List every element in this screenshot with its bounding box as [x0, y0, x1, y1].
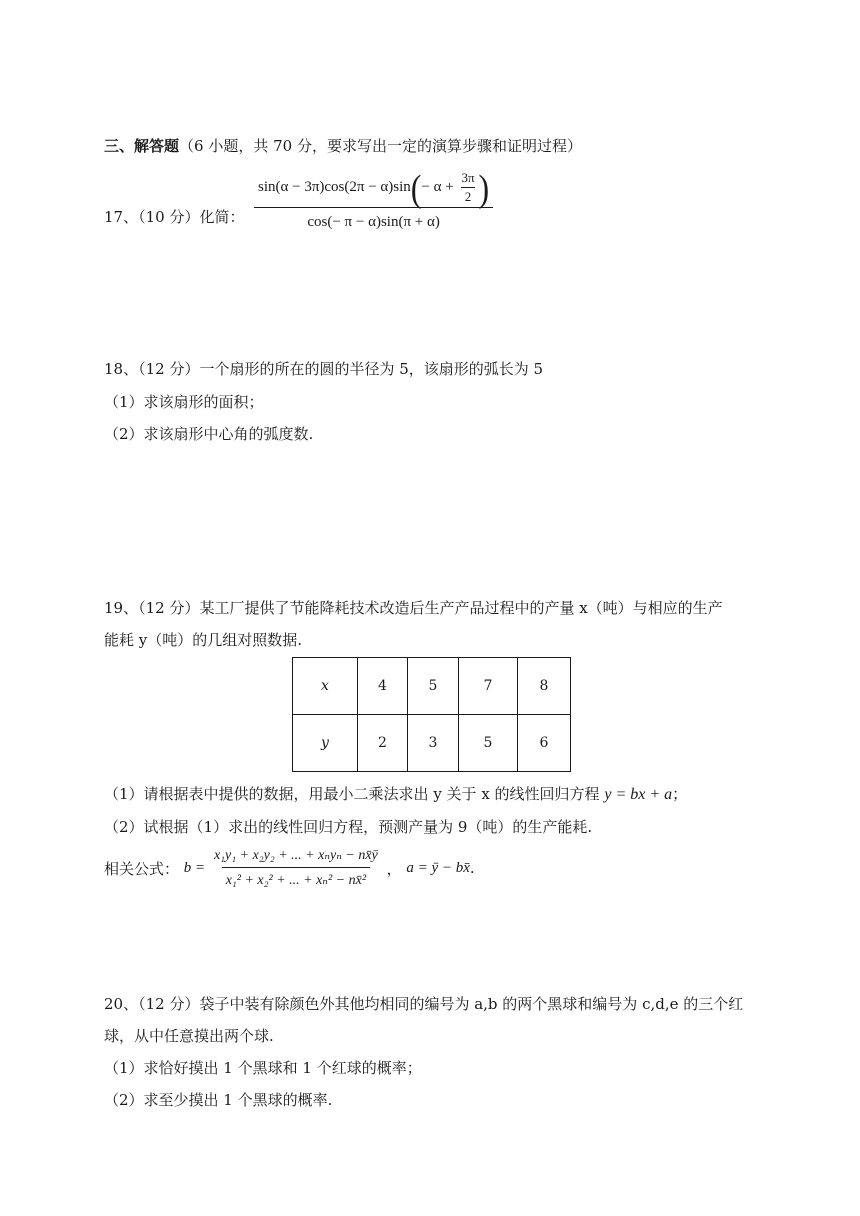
q18-part1: （1）求该扇形的面积； — [104, 393, 264, 411]
q17-inner-fraction — [457, 170, 478, 205]
table-cell: 5 — [408, 658, 459, 715]
q17-num-text: sin(α − 3π)cos(2π − α)sin — [258, 178, 411, 195]
q18-part2: （2）求该扇形中心角的弧度数. — [104, 425, 314, 443]
q20-stem-line2: 球，从中任意摸出两个球. — [104, 1027, 274, 1045]
q17-num-inner: − α + — [421, 178, 454, 195]
q19-stem-line2: 能耗 y（吨）的几组对照数据. — [104, 631, 303, 649]
section-note: （6 小题，共 70 分，要求写出一定的演算步骤和证明过程） — [179, 137, 582, 155]
q19-label: 19、（12 分） — [104, 599, 200, 617]
section-heading: 三、解答题 — [104, 137, 180, 155]
formula-label: 相关公式： — [104, 859, 180, 878]
q17-expression — [254, 165, 493, 231]
table-cell: 2 — [358, 715, 408, 772]
q20-stem1: 袋子中装有除颜色外其他均相同的编号为 a,b 的两个黑球和编号为 c,d,e 的三个红 — [199, 995, 744, 1013]
table-cell: 7 — [459, 658, 518, 715]
table-cell: 6 — [518, 715, 571, 772]
q17-fraction — [254, 165, 493, 231]
formula-a: a = ȳ − bx̄ — [406, 859, 470, 876]
q19-stem1: 某工厂提供了节能降耗技术改造后生产产品过程中的产量 x（吨）与相应的生产 — [199, 599, 723, 617]
q19-part2: （2）试根据（1）求出的线性回归方程，预测产量为 9（吨）的生产能耗. — [104, 818, 593, 836]
q18-label: 18、（12 分） — [104, 360, 200, 378]
q19-part1-line — [104, 783, 687, 804]
q17-denominator: cos(− π − α)sin(π + α) — [307, 214, 440, 230]
q20-part2: （2）求至少摸出 1 个黑球的概率. — [104, 1091, 333, 1109]
q17-inner-top: 3π — [461, 170, 475, 185]
q19-part1-equation: y = bx + a — [604, 786, 673, 803]
q19-part1-text: （1）请根据表中提供的数据，用最小二乘法求出 y 关于 x 的线性回归方程 — [104, 785, 600, 803]
q17-numerator: sin(α − 3π)cos(2π − α)sin(− α + $\frac{3\pi}{2}$ ) — [254, 170, 493, 208]
q20-part1: （1）求恰好摸出 1 个黑球和 1 个红球的概率； — [104, 1059, 422, 1077]
table-cell: y — [293, 715, 358, 772]
table-cell: x — [293, 658, 358, 715]
table-row-x — [293, 658, 571, 715]
q17-inner-bottom: 2 — [461, 187, 476, 205]
q18-stem: 一个扇形的所在的圆的半径为 5，该扇形的弧长为 5 — [199, 360, 544, 378]
formula-end: . — [469, 859, 475, 877]
q17-label: 17、（10 分）化简： — [104, 208, 245, 226]
q20-stem-line1 — [104, 993, 743, 1014]
q20-label: 20、（12 分） — [104, 995, 200, 1013]
table-cell: 4 — [358, 658, 408, 715]
q19-formula-line — [104, 847, 475, 889]
table-row-y — [293, 715, 571, 772]
table-cell: 3 — [408, 715, 459, 772]
q19-part1-end: ； — [672, 785, 688, 803]
q19-stem-line1 — [104, 597, 723, 618]
formula-b-lhs: b = — [183, 859, 206, 876]
formula-b-numerator: x₁y₁ + x₂y₂ + ... + xₙyₙ − nx̄ȳ — [213, 848, 378, 863]
table-cell: 5 — [459, 715, 518, 772]
q18-stem-line — [104, 358, 543, 379]
table-cell: 8 — [518, 658, 571, 715]
section-heading-line — [104, 135, 582, 156]
formula-b-denominator: x₁² + x₂² + ... + xₙ² − nx̄² — [222, 867, 370, 889]
q19-data-table — [292, 657, 571, 772]
formula-b-fraction — [210, 847, 382, 889]
formula-separator: ， — [386, 859, 402, 878]
